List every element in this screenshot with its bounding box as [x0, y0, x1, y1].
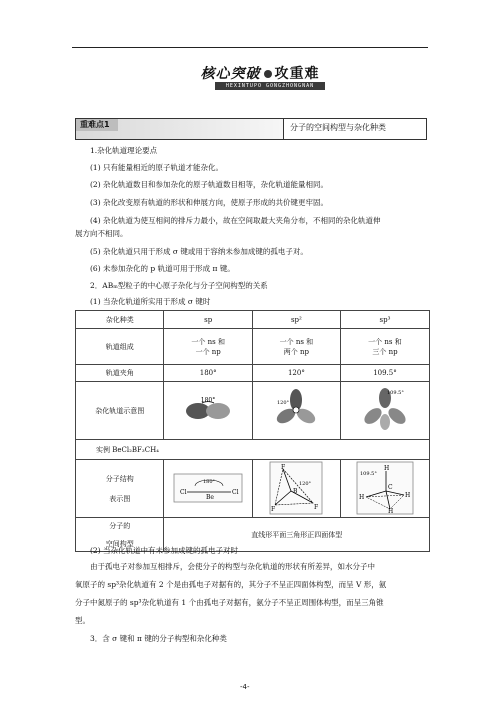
heading-label: 重难点1 — [76, 119, 118, 131]
atom-label: Cl — [232, 488, 239, 496]
atom-label: Cl — [180, 488, 187, 496]
table-cell — [340, 382, 429, 440]
section1-item: (5) 杂化轨道只用于形成 σ 键或用于容纳未参加成键的孤电子对。 — [90, 247, 308, 256]
atom-label: F — [271, 505, 276, 513]
table-row-header — [76, 311, 430, 329]
structure-angle: 109.5° — [359, 470, 377, 477]
table-row-angle — [76, 365, 430, 382]
section1-item: (6) 未参加杂化的 p 轨道可用于形成 π 键。 — [90, 264, 235, 273]
atom-label: C — [387, 483, 393, 491]
table-header-cell: sp³ — [340, 311, 429, 329]
table-row-orbital — [76, 329, 430, 365]
atom-label: B — [293, 487, 298, 495]
section1-item: (1) 只有能量相近的原子轨道才能杂化。 — [90, 163, 224, 172]
section1-item: (2) 杂化轨道数目和参加杂化的原子轨道数目相等，杂化轨道能量相同。 — [90, 180, 329, 189]
row-label: 轨道夹角 — [76, 365, 164, 382]
atom-label: H — [404, 491, 411, 499]
row-label: 实例 BeCl₂BF₃CH₄ — [76, 440, 430, 460]
atom-label: H — [383, 464, 390, 472]
bf3-structure-diagram — [269, 461, 323, 515]
section2-title: 2．ABₘ型粒子的中心原子杂化与分子空间构型的关系 — [90, 281, 268, 290]
table-row-diagram — [76, 382, 430, 440]
table-cell: 109.5° — [340, 365, 429, 382]
banner-title-part2: 攻重难 — [274, 66, 320, 82]
heading-title: 分子的空间构型与杂化种类 — [290, 123, 386, 132]
heading-left — [76, 119, 284, 139]
section-banner — [195, 63, 325, 89]
diagram-angle: 180° — [200, 396, 216, 404]
section1-title: 1.杂化轨道理论要点 — [90, 146, 158, 155]
cell-line: 表示图 — [109, 494, 131, 503]
section1-item: (4) 杂化轨道为使互相间的排斥力最小，故在空间取最大夹角分布，不相同的杂化轨道伸 — [90, 216, 381, 225]
table-cell — [164, 460, 252, 518]
page-number: -4- — [240, 683, 250, 691]
table-header-cell: sp² — [252, 311, 340, 329]
banner-title — [195, 63, 325, 83]
atom-label: Be — [206, 493, 215, 501]
paragraph-line: 由于孤电子对参加互相排斥，会使分子的构型与杂化轨道的形状有所差异，如水分子中 — [90, 562, 375, 571]
hybridization-table — [75, 310, 430, 552]
section3-title: 3．含 σ 键和 π 键的分子构型和杂化种类 — [90, 634, 227, 643]
structure-angle: 180° — [203, 478, 216, 485]
atom-label: F — [314, 503, 319, 511]
row-label: 轨道组成 — [76, 329, 164, 365]
atom-label: H — [387, 507, 394, 515]
section2-sub: (1) 当杂化轨道所实用于形成 σ 键时 — [90, 297, 211, 306]
diagram-angle: 109.5° — [386, 389, 404, 396]
topic-heading — [75, 118, 427, 140]
table-row-structure — [76, 460, 430, 518]
table-cell — [164, 382, 252, 440]
row-label — [76, 460, 164, 518]
row-label: 杂化轨道示意图 — [76, 382, 164, 440]
table-cell — [340, 329, 429, 365]
shape-cell: 直线形平面三角形正四面体型 — [164, 518, 430, 552]
becl2-structure-diagram — [173, 468, 243, 508]
table-cell: 120° — [252, 365, 340, 382]
section1-item: 展方向不相同。 — [75, 229, 128, 238]
cell-line: 分子的 — [109, 521, 131, 530]
section3-sub: (2) 当杂化轨道中有未参加成键的孤电子对时 — [90, 546, 239, 555]
table-cell — [252, 329, 340, 365]
table-cell — [252, 460, 340, 518]
cell-line: 两个 np — [283, 347, 310, 356]
atom-label: H — [358, 493, 365, 501]
cell-line: 分子结构 — [105, 474, 134, 483]
banner-pinyin: HEXINTUPO GONGZHONGNAN — [215, 82, 325, 90]
cell-line: 空间构型 — [105, 539, 134, 548]
section1-item: (3) 杂化改变原有轨道的形状和伸展方向，使原子形成的共价键更牢固。 — [90, 198, 329, 207]
cell-line: 三个 np — [372, 347, 398, 356]
sp3-orbital-diagram — [357, 386, 413, 434]
table-cell — [252, 382, 340, 440]
paragraph-line: 氧原子的 sp³杂化轨道有 2 个是由孤电子对据有的，其分子不呈正四面体构型，而呈 V 形，氨 — [75, 580, 387, 589]
table-cell — [164, 329, 252, 365]
sp2-orbital-diagram — [268, 386, 324, 434]
table-header-cell: sp — [164, 311, 252, 329]
cell-line: 一个 ns 和 — [368, 337, 402, 346]
cell-line: 一个 ns 和 — [191, 337, 225, 346]
paragraph-line: 型。 — [75, 616, 90, 625]
table-cell — [340, 460, 429, 518]
banner-title-part1: 核心突破 — [200, 66, 261, 82]
sp-orbital-diagram — [180, 394, 236, 426]
atom-label: F — [281, 463, 286, 471]
paragraph-line: 分子中氮原子的 sp³杂化轨道有 1 个由孤电子对据有，氨分子不呈正周围体构型，而呈三角锥 — [75, 598, 384, 607]
cell-line: 一个 ns 和 — [279, 337, 314, 346]
table-header-cell: 杂化种类 — [76, 311, 164, 329]
table-cell: 180° — [164, 365, 252, 382]
diagram-angle: 120° — [277, 399, 290, 406]
cell-line: 一个 np — [195, 347, 221, 356]
bullet-icon — [264, 70, 272, 78]
top-rule — [72, 47, 428, 48]
structure-angle: 120° — [299, 480, 312, 487]
table-row-example — [76, 440, 430, 460]
ch4-structure-diagram — [356, 461, 414, 515]
